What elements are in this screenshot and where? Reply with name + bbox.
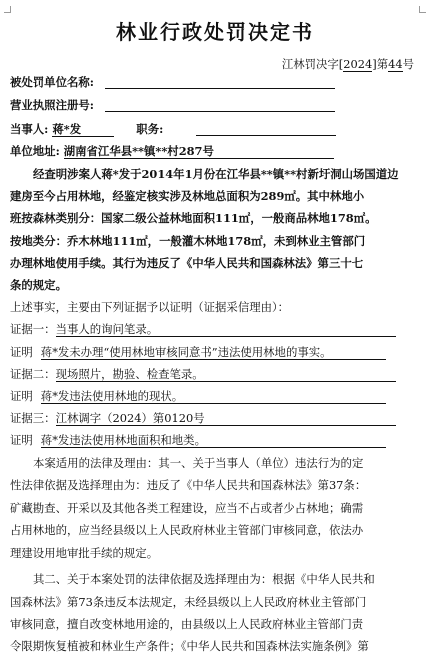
law-line-4: 占用林地的，应当经县级以上人民政府林业主管部门审核同意，依法办 — [10, 523, 364, 537]
unit-name-label: 被处罚单位名称: — [10, 75, 94, 89]
law-line-3: 矿藏勘查、开采以及其他各类工程建设，应当不占或者少占林地；确需 — [10, 501, 364, 515]
fact-line-6: 条的规定。 — [10, 278, 67, 292]
party-value: 蒋*发 — [52, 122, 114, 137]
fact-line-3: 班按森林类别分：国家二级公益林地面积111㎡，一般商品林地178㎡。 — [10, 211, 377, 225]
evidence-row-2 — [10, 344, 420, 360]
party-label: 当事人: — [10, 122, 49, 136]
document-title: 林业行政处罚决定书 — [116, 20, 314, 44]
penalty-line-3: 审核同意，擅自改变林地用途的，由县级以上人民政府林业主管部门责 — [10, 617, 364, 631]
evidence-text: 蒋*发违法使用林地面积和地类。 — [41, 433, 386, 448]
crop-mark-top-left — [4, 6, 11, 13]
address-label: 单位地址: — [10, 144, 60, 158]
crop-mark-top-right — [419, 6, 426, 13]
position-label: 职务: — [136, 122, 164, 136]
fact-line-2: 建房至今占用林地，经鉴定核实涉及林地总面积为289㎡。其中林地小 — [10, 189, 365, 203]
evidence-row-3 — [10, 366, 420, 382]
law-line-2: 性法律依据及选择理由为：违反了《中华人民共和国森林法》第37条： — [10, 478, 367, 492]
docno-suffix: 号 — [402, 57, 414, 71]
evidence-text: 现场照片，勘验、检查笔录。 — [56, 367, 396, 382]
address-row — [10, 143, 420, 159]
fact-line-1: 经查明涉案人蒋*发于2014年1月份在江华县**镇**村新圩洞山场国道边 — [33, 167, 399, 181]
address-value: 湖南省江华县**镇**村287号 — [64, 144, 334, 159]
evidence-row-4 — [10, 388, 420, 404]
evidence-row-1 — [10, 321, 420, 337]
docno-prefix: 江林罚决字[ — [281, 57, 344, 71]
docno-num: 44 — [388, 57, 403, 71]
license-blank — [105, 111, 335, 112]
evidence-label: 证据三： — [10, 411, 56, 425]
evidence-text: 蒋*发未办理“使用林地审核同意书”违法使用林地的事实。 — [41, 345, 386, 360]
evidence-label: 证明 — [10, 433, 33, 447]
evidence-text: 江林调字（2024）第0120号 — [56, 411, 396, 426]
evidence-text: 当事人的询问笔录。 — [56, 322, 396, 337]
evidence-label: 证据二： — [10, 367, 56, 381]
document-number — [282, 56, 414, 72]
position-blank — [196, 135, 336, 136]
unit-name-blank — [105, 88, 335, 89]
evidence-intro: 上述事实，主要由下列证据予以证明（证据采信理由）： — [10, 300, 290, 314]
evidence-text: 蒋*发违法使用林地的现状。 — [41, 389, 386, 404]
evidence-label: 证明 — [10, 389, 33, 403]
penalty-line-1: 其二、关于本案处罚的法律依据及选择理由为：根据《中华人民共和 — [33, 572, 375, 586]
fact-line-5: 办理林地使用手续。其行为违反了《中华人民共和国森林法》第三十七 — [10, 256, 364, 270]
law-line-5: 理建设用地审批手续的规定。 — [10, 546, 159, 560]
license-label: 营业执照注册号: — [10, 98, 94, 112]
evidence-row-5 — [10, 410, 420, 426]
fact-line-4: 按地类分：乔木林地111㎡，一般灌木林地178㎡，未到林业主管部门 — [10, 234, 366, 248]
evidence-label: 证明 — [10, 345, 33, 359]
evidence-label: 证据一： — [10, 322, 56, 336]
evidence-row-6 — [10, 432, 420, 448]
penalty-line-2: 国森林法》第73条违反本法规定，未经县级以上人民政府林业主管部门 — [10, 595, 367, 609]
docno-year: 2024 — [343, 57, 373, 71]
docno-mid: ]第 — [372, 57, 389, 71]
law-line-1: 本案适用的法律及理由：其一、关于当事人（单位）违法行为的定 — [33, 456, 364, 470]
penalty-line-4: 令限期恢复植被和林业生产条件；《中华人民共和国森林法实施条例》第 — [10, 639, 369, 653]
